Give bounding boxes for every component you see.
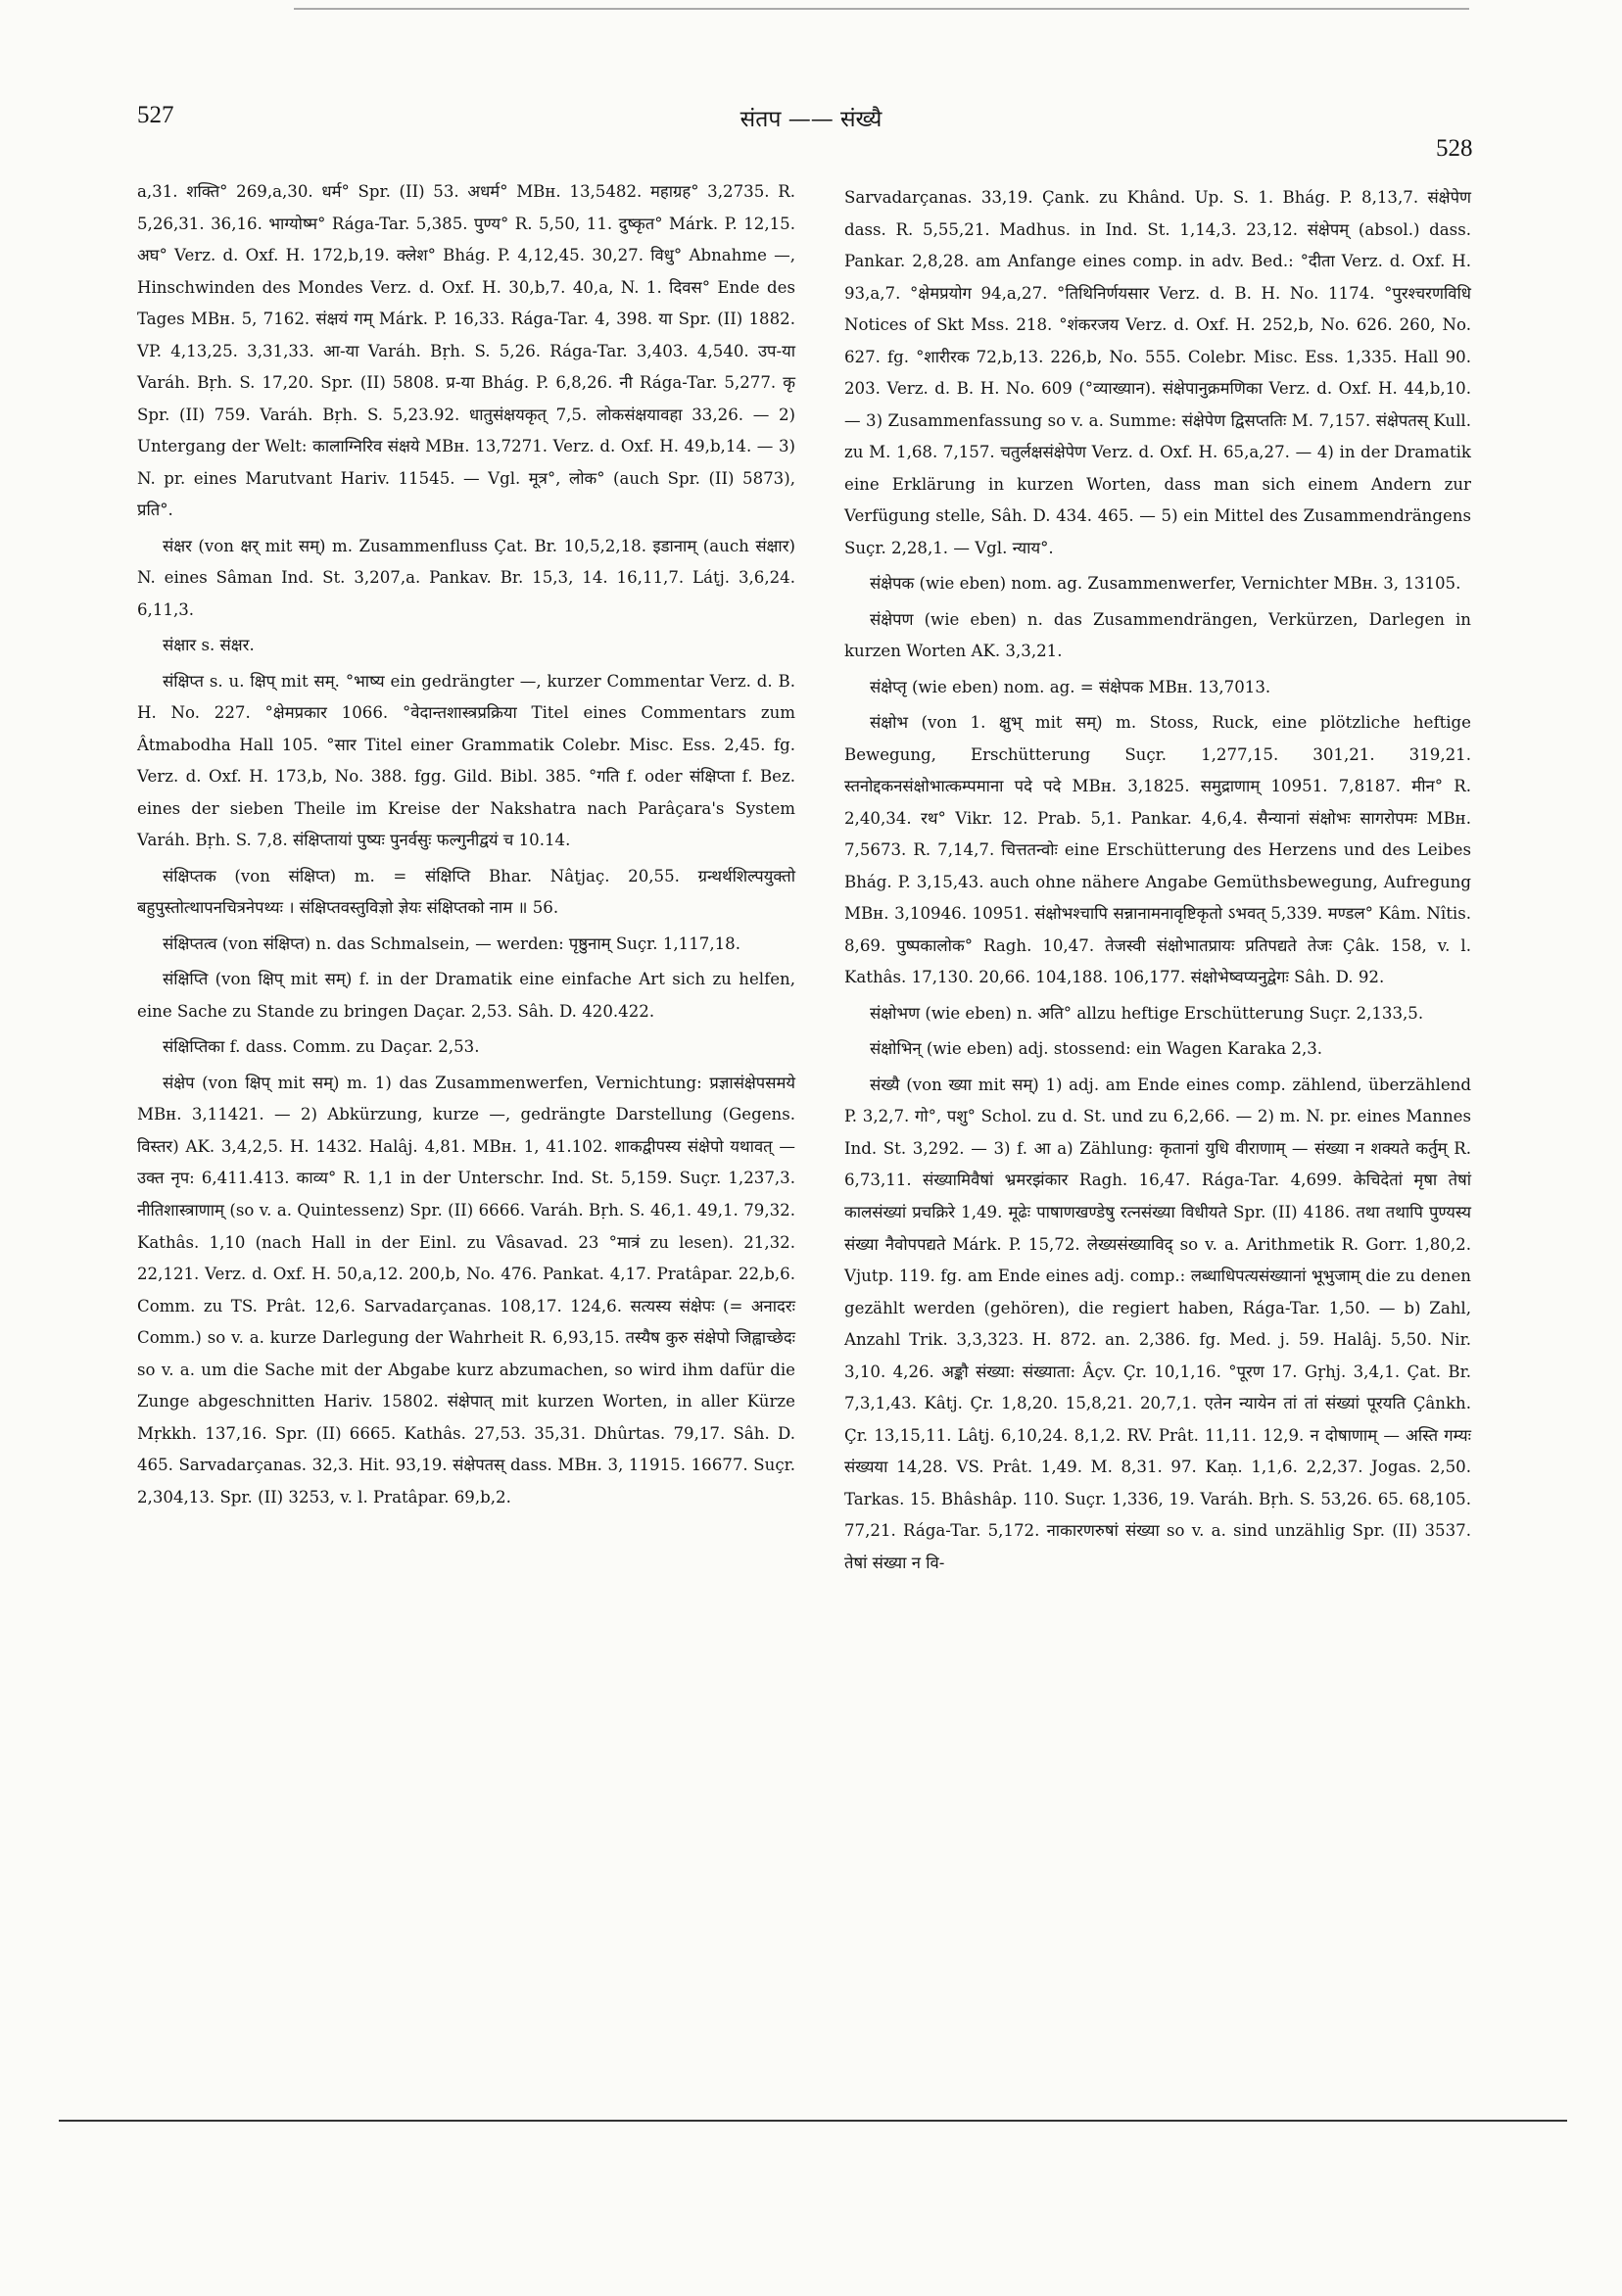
dictionary-entry: संक्षेप (von क्षिप् mit सम्) m. 1) das Zusammenwerfen, Vernichtung: प्रज्ञासंक्षेपसमये MBн. 3,11421. — 2) Abkürzung, kurze —, gedrängte Darstellung (Gegens. विस्तर) AK. 3,4,2,5. H. 1432. Halâj. 4,81. MBн. 1, 41.102. शाकद्वीपस्य संक्षेपो यथावत् — उक्त नृप: 6,411.413. काव्य° R. 1,1 in der Unterschr. Ind. St. 5,159. Suçr. 1,237,3. नीतिशास्त्राणाम् (so v. a. Quintessenz) Spr. (II) 6666. Varáh. Bṛh. S. 46,1. 49,1. 79,32. Kathâs. 1,10 (nach Hall in der Einl. zu Vâsavad. 23 °मात्रं zu lesen). 21,32. 22,121. Verz. d. Oxf. H. 50,a,12. 200,b, No. 476. Pankat. 4,17. Pratâpar. 22,b,6. Comm. zu TS. Prât. 12,6. Sarvadarçanas. 108,17. 124,6. सत्यस्य संक्षेपः (= अनादरः Comm.) so v. a. kurze Darlegung der Wahrheit R. 6,93,15. तस्यैष कुरु संक्षेपो जिह्वाच्छेदः so v. a. um die Sache mit der Abgabe kurz abzumachen, so wird ihm dafür die Zunge abgeschnitten Hariv. 15802. संक्षेपात् mit kurzen Worten, in aller Kürze Mṛkkh. 137,16. Spr. (II) 6665. Kathâs. 27,53. 35,31. Dhûrtas. 79,17. Sâh. D. 465. Sarvadarçanas. 32,3. Hit. 93,19. संक्षेपतस् dass. MBн. 3, 11915. 16677. Suçr. 2,304,13. Spr. (II) 3253, v. l. Pratâpar. 69,b,2. <box>137 1073 795 1507</box>
page-number-right: 528 <box>1436 135 1473 162</box>
left-column <box>137 176 795 1517</box>
dictionary-entry: संक्षिप्ति (von क्षिप् mit सम्) f. in der Dramatik eine einfache Art sich zu helfen, eine Sache zu Stande zu bringen Daçar. 2,53. Sâh. D. 420.422. <box>137 970 795 1021</box>
dictionary-entry: संक्षिप्तत्व (von संक्षिप्त) n. das Schmalsein, — werden: पृष्ठुनाम् Suçr. 1,117,18. <box>163 933 741 953</box>
bottom-rule <box>59 2120 1567 2122</box>
dictionary-entry: संक्षेप्तृ (wie eben) nom. ag. = संक्षेपक MBн. 13,7013. <box>870 677 1271 696</box>
right-column <box>844 182 1471 1583</box>
dictionary-entry: संक्षर (von क्षर् mit सम्) m. Zusammenfluss Çat. Br. 10,5,2,18. इडानाम् (auch संक्षार) N. eines Sâman Ind. St. 3,207,a. Pankav. Br. 15,3, 14. 16,11,7. Láṭj. 3,6,24. 6,11,3. <box>137 536 795 619</box>
entry-continuation: a,31. शक्ति° 269,a,30. धर्म° Spr. (II) 53. अधर्म° MBн. 13,5482. महाग्रह° 3,2735. R. 5,26,31. 36,16. भाग्योष्म° Rága-Tar. 5,385. पुण्य° R. 5,50, 11. दुष्कृत° Márk. P. 12,15. अघ° Verz. d. Oxf. H. 172,b,19. क्लेश° Bhág. P. 4,12,45. 30,27. विधु° Abnahme —, Hinschwinden des Mondes Verz. d. Oxf. H. 30,b,7. 40,a, N. 1. दिवस° Ende des Tages MBн. 5, 7162. संक्षयं गम् Márk. P. 16,33. Rága-Tar. 4, 398. या Spr. (II) 1882. VP. 4,13,25. 3,31,33. आ-या Varáh. Bṛh. S. 5,26. Rága-Tar. 3,403. 4,540. उप-या Varáh. Bṛh. S. 17,20. Spr. (II) 5808. प्र-या Bhág. P. 6,8,26. नी Rága-Tar. 5,277. कृ Spr. (II) 759. Varáh. Bṛh. S. 5,23.92. धातुसंक्षयकृत् 7,5. लोकसंक्षयावहा 33,26. — 2) Untergang der Welt: कालाग्निरिव संक्षये MBн. 13,7271. Verz. d. Oxf. H. 49,b,14. — 3) N. pr. eines Marutvant Hariv. 11545. — Vgl. मूत्र°, लोक° (auch Spr. (II) 5873), प्रति°. <box>137 182 795 520</box>
page-number-left: 527 <box>137 102 174 128</box>
dictionary-entry: संक्षेपण (wie eben) n. das Zusammendrängen, Verkürzen, Darlegen in kurzen Worten AK. 3,3,21. <box>844 609 1471 661</box>
dictionary-entry: संक्षोभण (wie eben) n. अति° allzu heftige Erschütterung Suçr. 2,133,5. <box>870 1003 1424 1023</box>
running-title: संतप —— संख्यै <box>739 107 883 132</box>
dictionary-entry: संख्यै (von ख्या mit सम्) 1) adj. am Ende eines comp. zählend, überzählend P. 3,2,7. गो°, पशु° Schol. zu d. St. und zu 6,2,66. — 2) m. N. pr. eines Mannes Ind. St. 3,292. — 3) f. आ a) Zählung: कृतानां युधि वीराणाम् — संख्या न शक्यते कर्तुम् R. 6,73,11. संख्यामिवैषां भ्रमरझंकार Ragh. 16,47. Rága-Tar. 4,699. केचिदेतां मृषा तेषां कालसंख्यां प्रचक्रिरे 1,49. मूढेः पाषाणखण्डेषु रत्नसंख्या विधीयते Spr. (II) 4186. तथा तथापि पुण्यस्य संख्या नैवोपपद्यते Márk. P. 15,72. लेख्यसंख्याविद् so v. a. Arithmetik R. Gorr. 1,80,2. Vjutp. 119. fg. am Ende eines adj. comp.: लब्धाधिपत्यसंख्यानां भूभुजाम् die zu denen gezählt werden (gehören), die regiert haben, Rága-Tar. 1,50. — b) Zahl, Anzahl Trik. 3,3,323. H. 872. an. 2,386. fg. Med. j. 59. Halâj. 5,50. Nir. 3,10. 4,26. अङ्कौ संख्या: संख्याता: Âçv. Çr. 10,1,16. °पूरण 17. Gṛhj. 3,4,1. Çat. Br. 7,3,1,43. Kâtj. Çr. 1,8,20. 15,8,21. 20,7,1. एतेन न्यायेन तां तां संख्यां पूरयति Çânkh. Çr. 13,15,11. Lâṭj. 6,10,24. 8,1,2. RV. Prât. 11,11. 12,9. न दोषाणाम् — अस्ति गम्यः संख्यया 14,28. VS. Prât. 1,49. M. 8,31. 97. Kaṇ. 1,1,6. 2,2,37. Jogas. 2,50. Tarkas. 15. Bhâshâp. 110. Suçr. 1,336, 19. Varáh. Bṛh. S. 53,26. 65. 68,105. 77,21. Rága-Tar. 5,172. नाकारणरुषां संख्या so v. a. sind unzählig Spr. (II) 3537. तेषां संख्या न वि- <box>844 1075 1471 1572</box>
dictionary-entry: संक्षिप्तक (von संक्षिप्त) m. = संक्षिप्ति Bhar. Nâṭjaç. 20,55. ग्रन्थर्थशिल्पयुक्तो बहुपुस्तोत्थापनचित्रनेपथ्यः । संक्षिप्तवस्तुविज्ञो ज्ञेयः संक्षिप्तको नाम ॥ 56. <box>137 866 795 918</box>
dictionary-entry: संक्षोभिन् (wie eben) adj. stossend: ein Wagen Karaka 2,3. <box>870 1039 1323 1059</box>
top-edge-rule <box>294 8 1469 10</box>
dictionary-entry: संक्षोभ (von 1. क्षुभ् mit सम्) m. Stoss, Ruck, eine plötzliche heftige Bewegung, Erschütterung Suçr. 1,277,15. 301,21. 319,21. स्तनोद्दकनसंक्षोभात्कम्पमाना पदे पदे MBн. 3,1825. समुद्राणाम् 10951. 7,8187. मीन° R. 2,40,34. रथ° Vikr. 12. Prab. 5,1. Pankar. 4,6,4. सैन्यानां संक्षोभः सागरोपमः MBн. 7,5673. R. 7,14,7. चित्ततन्वोः eine Erschütterung des Herzens und des Leibes Bhág. P. 3,15,43. auch ohne nähere Angabe Gemüthsbewegung, Aufregung MBн. 3,10946. 10951. संक्षोभश्चापि सन्नानामनावृष्टिकृतो ऽभवत् 5,339. मण्डल° Kâm. Nîtis. 8,69. पुष्पकालोक° Ragh. 10,47. तेजस्वी संक्षोभातप्रायः प्रतिपद्यते तेजः Çâk. 158, v. l. Kathâs. 17,130. 20,66. 104,188. 106,177. संक्षोभेष्वप्यनुद्वेगः Sâh. D. 92. <box>844 713 1471 987</box>
dictionary-entry: संक्षिप्त s. u. क्षिप् mit सम्. °भाष्य ein gedrängter —, kurzer Commentar Verz. d. B. H. No. 227. °क्षेमप्रकार 1066. °वेदान्तशास्त्रप्रक्रिया Titel eines Commentars zum Âtmabodha Hall 105. °सार Titel einer Grammatik Colebr. Misc. Ess. 2,45. fg. Verz. d. Oxf. H. 173,b, No. 388. fgg. Gild. Bibl. 385. °गति f. oder संक्षिप्ता f. Bez. eines der sieben Theile im Kreise der Nakshatra nach Parâçara's System Varáh. Bṛh. S. 7,8. संक्षिप्तायां पुष्यः पुनर्वसुः फल्गुनीद्वयं च 10.14. <box>137 671 795 850</box>
dictionary-entry: संक्षिप्तिका f. dass. Comm. zu Daçar. 2,53. <box>163 1037 480 1057</box>
entry-continuation: Sarvadarçanas. 33,19. Çank. zu Khând. Up. S. 1. Bhág. P. 8,13,7. संक्षेपेण dass. R. 5,55,21. Madhus. in Ind. St. 1,14,3. 23,12. संक्षेपम् (absol.) dass. Pankar. 2,8,28. am Anfange eines comp. in adv. Bed.: °दीता Verz. d. Oxf. H. 93,a,7. °क्षेमप्रयोग 94,a,27. °तिथिनिर्णयसार Verz. d. B. H. No. 1174. °पुरश्चरणविधि Notices of Skt Mss. 218. °शंकरजय Verz. d. Oxf. H. 252,b, No. 626. 260, No. 627. fg. °शारीरक 72,b,13. 226,b, No. 555. Colebr. Misc. Ess. 1,335. Hall 90. 203. Verz. d. B. H. No. 609 (°व्याख्यान). संक्षेपानुक्रमणिका Verz. d. Oxf. H. 44,b,10. — 3) Zusammenfassung so v. a. Summe: संक्षेपेण द्विसप्ततिः M. 7,157. संक्षेपतस् Kull. zu M. 1,68. 7,157. चतुर्लक्षसंक्षेपेण Verz. d. Oxf. H. 65,a,27. — 4) in der Dramatik eine Erklärung in kurzen Worten, dass man sich einem Andern zur Verfügung stelle, Sâh. D. 434. 465. — 5) ein Mittel des Zusammendrängens Suçr. 2,28,1. — Vgl. न्याय°. <box>844 188 1471 557</box>
dictionary-entry: संक्षेपक (wie eben) nom. ag. Zusammenwerfer, Vernichter MBн. 3, 13105. <box>870 574 1461 594</box>
page-header <box>0 102 1622 162</box>
dictionary-entry: संक्षार s. संक्षर. <box>163 636 255 655</box>
